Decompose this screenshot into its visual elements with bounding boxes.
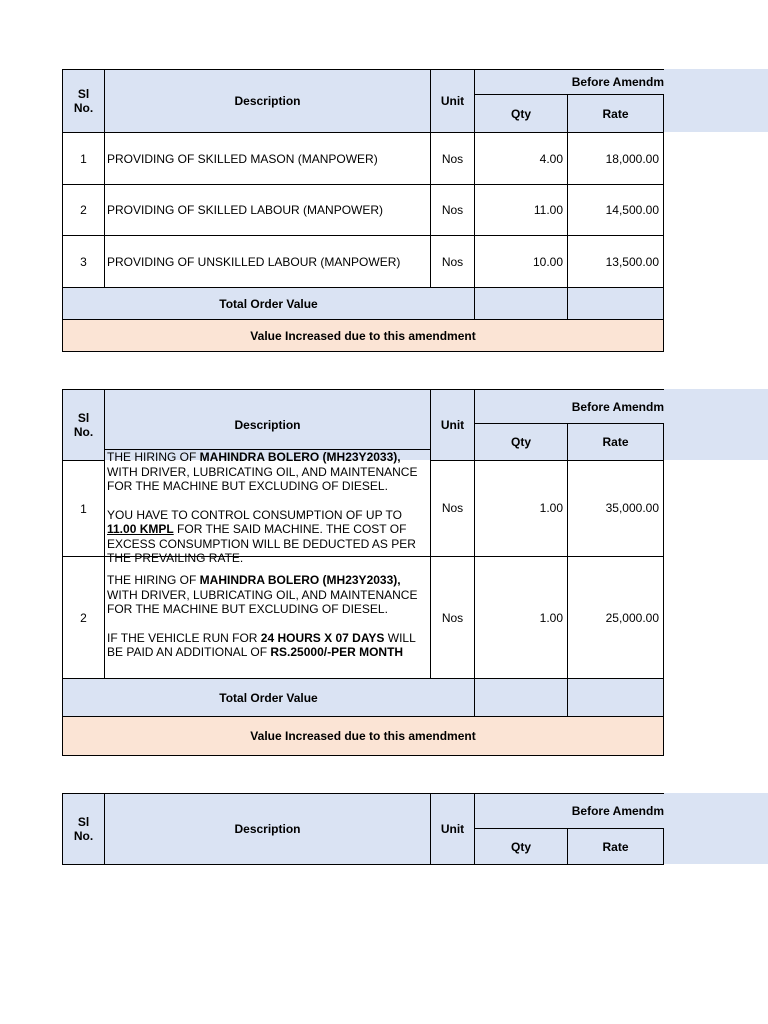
header-description: Description	[104, 793, 430, 865]
amendment-table-1	[62, 69, 664, 352]
row-2-sl: 2	[62, 184, 104, 235]
header-band-extension	[664, 389, 768, 460]
row-2-desc-amount: RS.25000/-PER MONTH	[270, 645, 404, 659]
row-1-desc-vehicle: MAHINDRA BOLERO (MH23Y2033),	[199, 450, 401, 464]
header-sl-no: Sl No.	[62, 793, 104, 865]
header-band-extension	[664, 793, 768, 864]
row-1-sl: 1	[62, 460, 104, 556]
total-order-value-label: Total Order Value	[62, 678, 474, 716]
header-unit: Unit	[430, 389, 474, 460]
row-1-desc-part-c: WITH DRIVER, LUBRICATING OIL, AND MAINTENANCE FOR THE MACHINE BUT EXCLUDING OF DIESEL.	[107, 464, 418, 493]
total-qty-cell	[474, 678, 567, 716]
row-2-desc-vehicle: MAHINDRA BOLERO (MH23Y2033),	[199, 573, 401, 587]
amendment-table-2	[62, 389, 664, 756]
header-rate: Rate	[567, 828, 664, 865]
header-description: Description	[104, 69, 430, 132]
header-rate: Rate	[567, 423, 664, 460]
row-1-desc-part-d: YOU HAVE TO CONTROL CONSUMPTION OF UP TO	[107, 507, 402, 522]
header-before-amendment: Before Amendm	[474, 69, 664, 94]
row-3-rate: 13,500.00	[567, 235, 664, 287]
total-rate-cell	[567, 287, 664, 319]
row-2-qty: 11.00	[474, 184, 567, 235]
row-1-unit: Nos	[430, 132, 474, 184]
row-1-desc-kmpl: 11.00 KMPL	[107, 522, 174, 536]
row-2-sl: 2	[62, 556, 104, 678]
total-qty-cell	[474, 287, 567, 319]
row-1-description	[104, 449, 430, 565]
row-2-rate: 14,500.00	[567, 184, 664, 235]
total-rate-cell	[567, 678, 664, 716]
row-1-sl: 1	[62, 132, 104, 184]
row-1-qty: 1.00	[474, 460, 567, 556]
header-before-amendment: Before Amendm	[474, 389, 664, 423]
row-3-sl: 3	[62, 235, 104, 287]
header-sl-no: Sl No.	[62, 69, 104, 132]
header-qty: Qty	[474, 423, 567, 460]
total-order-value-label: Total Order Value	[62, 287, 474, 319]
row-1-rate: 35,000.00	[567, 460, 664, 556]
row-2-rate: 25,000.00	[567, 556, 664, 678]
row-2-description: PROVIDING OF SKILLED LABOUR (MANPOWER)	[104, 184, 430, 235]
row-2-description	[104, 556, 430, 678]
row-2-desc-part-c: WITH DRIVER, LUBRICATING OIL, AND MAINTENANCE FOR THE MACHINE BUT EXCLUDING OF DIESEL.	[107, 587, 418, 616]
row-3-qty: 10.00	[474, 235, 567, 287]
value-increased-label: Value Increased due to this amendment	[62, 319, 664, 352]
row-1-description: PROVIDING OF SKILLED MASON (MANPOWER)	[104, 132, 430, 184]
row-1-desc-part-a: THE HIRING OF	[107, 450, 200, 464]
header-unit: Unit	[430, 69, 474, 132]
header-rate: Rate	[567, 94, 664, 132]
header-description: Description	[104, 389, 430, 460]
row-1-unit: Nos	[430, 460, 474, 556]
row-2-desc-part-f: WILL BE PAID AN ADDITIONAL OF	[107, 630, 416, 659]
row-2-desc-part-d: IF THE VEHICLE RUN FOR	[107, 630, 261, 645]
header-band-extension	[664, 69, 768, 132]
row-2-desc-hours: 24 HOURS X 07 DAYS	[260, 630, 385, 645]
row-1-desc-part-f: FOR THE SAID MACHINE. THE COST OF EXCESS CONSUMPTION WILL BE DEDUCTED AS PER THE PREVAILING RATE.	[107, 522, 416, 565]
row-2-desc-part-a: THE HIRING OF	[107, 573, 200, 587]
row-3-description: PROVIDING OF UNSKILLED LABOUR (MANPOWER)	[104, 235, 430, 287]
row-2-qty: 1.00	[474, 556, 567, 678]
header-sl-no: Sl No.	[62, 389, 104, 460]
header-qty: Qty	[474, 94, 567, 132]
header-qty: Qty	[474, 828, 567, 865]
row-1-qty: 4.00	[474, 132, 567, 184]
row-1-rate: 18,000.00	[567, 132, 664, 184]
amendment-table-3	[62, 793, 664, 865]
value-increased-label: Value Increased due to this amendment	[62, 716, 664, 756]
header-unit: Unit	[430, 793, 474, 865]
row-2-unit: Nos	[430, 556, 474, 678]
row-3-unit: Nos	[430, 235, 474, 287]
header-before-amendment: Before Amendm	[474, 793, 664, 828]
row-2-unit: Nos	[430, 184, 474, 235]
